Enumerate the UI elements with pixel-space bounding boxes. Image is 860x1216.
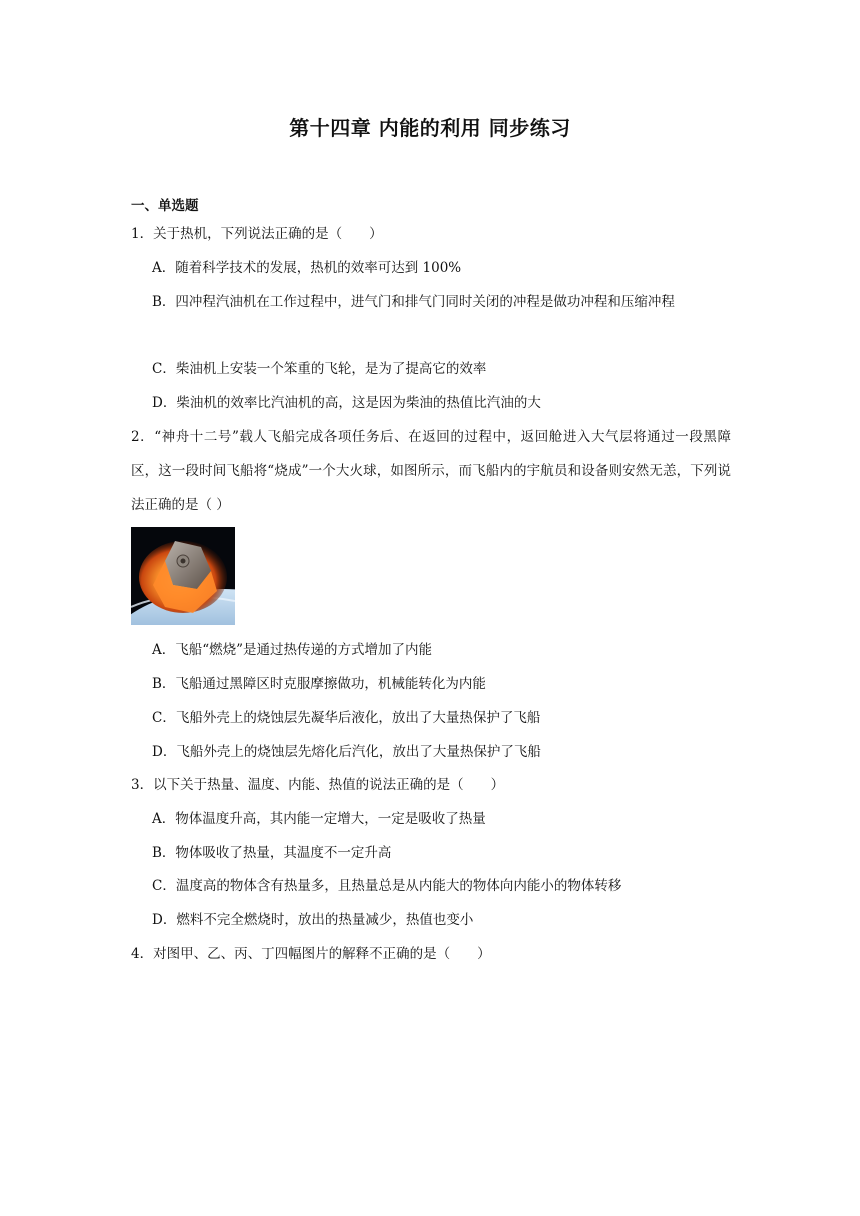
section-heading: 一、单选题 <box>131 198 199 214</box>
question-1-stem: 1．关于热机，下列说法正确的是（ ） <box>131 226 383 242</box>
reentry-capsule-photo <box>131 527 235 625</box>
question-2-option-d: D．飞船外壳上的烧蚀层先熔化后汽化，放出了大量热保护了飞船 <box>152 744 541 760</box>
question-2-option-a: A．飞船“燃烧”是通过热传递的方式增加了内能 <box>152 642 433 658</box>
question-2-stem: 2．“神舟十二号”载人飞船完成各项任务后、在返回的过程中，返回舱进入大气层将通过一段黑障区，这一段时间飞船将“烧成”一个大火球，如图所示，而飞船内的宇航员和设备则安然无恙，下列说法正确的是（ ） <box>131 429 731 513</box>
question-3-option-d: D．燃料不完全燃烧时，放出的热量减少，热值也变小 <box>152 912 474 928</box>
question-3-option-c: C．温度高的物体含有热量多，且热量总是从内能大的物体向内能小的物体转移 <box>152 878 622 894</box>
question-3-stem: 3．以下关于热量、温度、内能、热值的说法正确的是（ ） <box>131 777 505 793</box>
question-3-option-a: A．物体温度升高，其内能一定增大，一定是吸收了热量 <box>152 811 486 827</box>
question-1-option-b: B．四冲程汽油机在工作过程中，进气门和排气门同时关闭的冲程是做功冲程和压缩冲程 <box>152 294 675 310</box>
question-1-option-c: C．柴油机上安装一个笨重的飞轮，是为了提高它的效率 <box>152 361 487 377</box>
question-3-option-b: B．物体吸收了热量，其温度不一定升高 <box>152 845 392 861</box>
question-4-stem: 4．对图甲、乙、丙、丁四幅图片的解释不正确的是（ ） <box>131 946 491 962</box>
question-2-option-c: C．飞船外壳上的烧蚀层先凝华后液化，放出了大量热保护了飞船 <box>152 710 541 726</box>
question-1-option-a: A．随着科学技术的发展，热机的效率可达到 100% <box>152 260 462 276</box>
question-1-option-d: D．柴油机的效率比汽油机的高，这是因为柴油的热值比汽油的大 <box>152 395 541 411</box>
page-title: 第十四章 内能的利用 同步练习 <box>289 116 571 140</box>
question-2-option-b: B．飞船通过黑障区时克服摩擦做功，机械能转化为内能 <box>152 676 486 692</box>
